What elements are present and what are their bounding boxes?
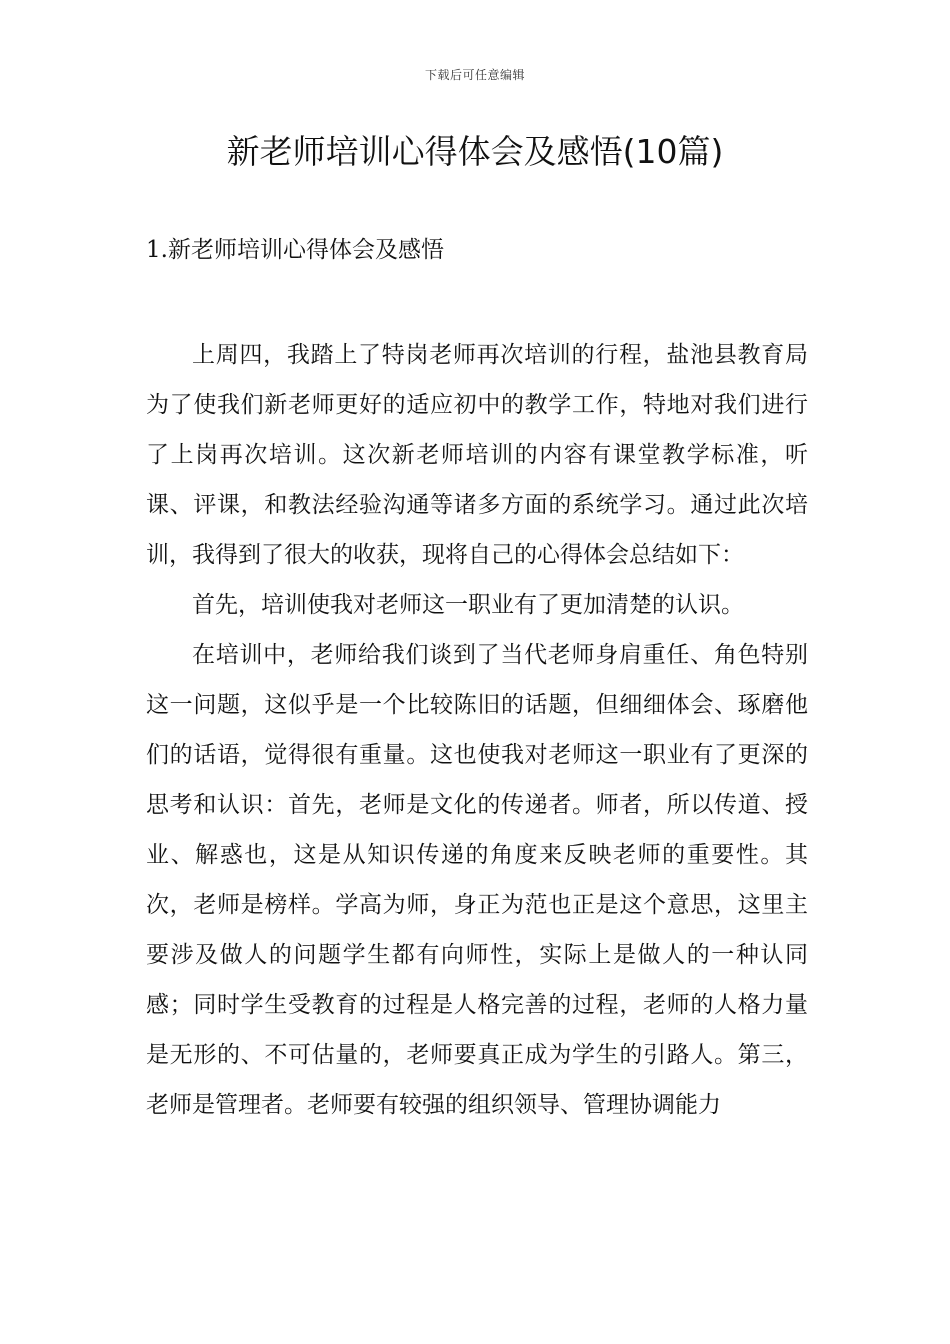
- header-note: 下载后可任意编辑: [424, 68, 525, 82]
- document-body: [146, 330, 808, 1130]
- section-heading: 1.新老师培训心得体会及感悟: [146, 237, 444, 263]
- paragraph: 首先，培训使我对老师这一职业有了更加清楚的认识。: [192, 592, 744, 618]
- document-title: 新老师培训心得体会及感悟(10篇): [226, 132, 724, 171]
- paragraph: 上周四，我踏上了特岗老师再次培训的行程，盐池县教育局为了使我们新老师更好的适应初中的教学工作，特地对我们进行了上岗再次培训。这次新老师培训的内容有课堂教学标准，听课、评课，和教法经验沟通等诸多方面的系统学习。通过此次培训，我得到了很大的收获，现将自己的心得体会总结如下：: [146, 342, 808, 568]
- paragraph: 在培训中，老师给我们谈到了当代老师身肩重任、角色特别这一问题，这似乎是一个比较陈旧的话题，但细细体会、琢磨他们的话语，觉得很有重量。这也使我对老师这一职业有了更深的思考和认识：首先，老师是文化的传递者。师者，所以传道、授业、解惑也，这是从知识传递的角度来反映老师的重要性。其次，老师是榜样。学高为师，身正为范也正是这个意思，这里主要涉及做人的问题学生都有向师性，实际上是做人的一种认同感；同时学生受教育的过程是人格完善的过程，老师的人格力量是无形的、不可估量的，老师要真正成为学生的引路人。第三，老师是管理者。老师要有较强的组织领导、管理协调能力: [146, 642, 808, 1118]
